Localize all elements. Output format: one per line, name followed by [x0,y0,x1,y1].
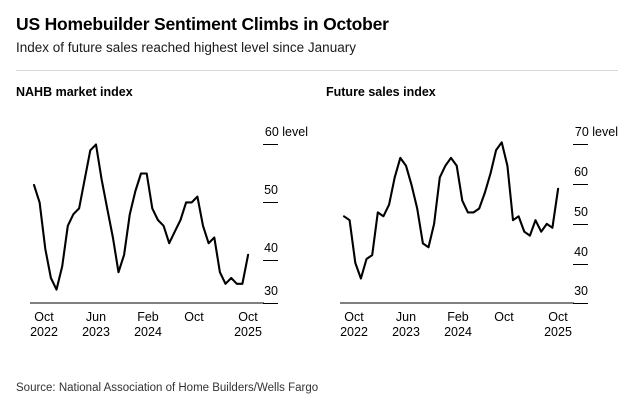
y-tick-label-30-right: 30 [574,283,588,298]
plot-area-left [16,110,308,310]
chart-panel-future-sales-index [326,78,618,348]
x-tick-month: Oct [34,309,54,324]
y-tick-label-30-left: 30 [264,283,278,298]
y-tick-mark-60-left [263,144,278,145]
line-chart-left [16,110,308,310]
x-tick-month: Feb [447,309,469,324]
y-tick-mark-40-right [573,264,588,265]
x-tick-month: Oct [344,309,364,324]
chart-panel-nahb-market-index [16,78,308,348]
page-title: US Homebuilder Sentiment Climbs in October [16,14,389,34]
x-tick-year: 2025 [544,325,572,340]
x-tick-month: Jun [85,309,107,324]
x-tick-year: 2024 [134,325,162,340]
header-divider [16,70,618,71]
x-tick-month: Jun [395,309,417,324]
x-tick-month: Oct [184,309,204,324]
chart-title-right: Future sales index [326,85,436,99]
x-tick-oct-2022-right [326,310,382,341]
y-tick-mark-70-right [573,144,588,145]
y-tick-label-60-left: 60 level [264,124,308,139]
page-subtitle: Index of future sales reached highest level since January [16,40,356,56]
source-note: Source: National Association of Home Builders/Wells Fargo [16,382,319,394]
x-tick-oct-2025-right [530,310,586,341]
x-tick-oct-right [476,310,532,326]
x-tick-month: Oct [494,309,514,324]
x-tick-month: Feb [137,309,159,324]
y-tick-label-70-right: 70 level [574,124,618,139]
y-tick-label-50-left: 50 [264,182,278,197]
x-tick-year: 2022 [30,325,58,340]
plot-area-right [326,110,618,310]
x-tick-oct-left [166,310,222,326]
y-tick-mark-60-right [573,184,588,185]
x-tick-jun-2023-left [68,310,124,341]
x-tick-jun-2023-right [378,310,434,341]
y-tick-mark-30-left [263,303,278,304]
y-tick-label-60-right: 60 [574,164,588,179]
y-tick-label-40-left: 40 [264,240,278,255]
x-tick-oct-2022-left [16,310,72,341]
y-tick-label-50-right: 50 [574,204,588,219]
x-tick-year: 2025 [234,325,262,340]
x-tick-year: 2023 [82,325,110,340]
y-tick-mark-50-left [263,202,278,203]
y-tick-mark-50-right [573,224,588,225]
x-tick-year: 2024 [444,325,472,340]
y-tick-label-40-right: 40 [574,244,588,259]
x-tick-month: Oct [238,309,258,324]
x-tick-year: 2023 [392,325,420,340]
x-axis-labels-left [16,310,308,348]
series-line-right [344,142,558,278]
x-tick-oct-2025-left [220,310,276,341]
chart-title-left: NAHB market index [16,85,133,99]
y-tick-mark-40-left [263,260,278,261]
x-axis-labels-right [326,310,618,348]
x-tick-year: 2022 [340,325,368,340]
charts-container [16,78,618,348]
y-tick-mark-30-right [573,303,588,304]
series-line-left [34,144,248,289]
x-tick-month: Oct [548,309,568,324]
